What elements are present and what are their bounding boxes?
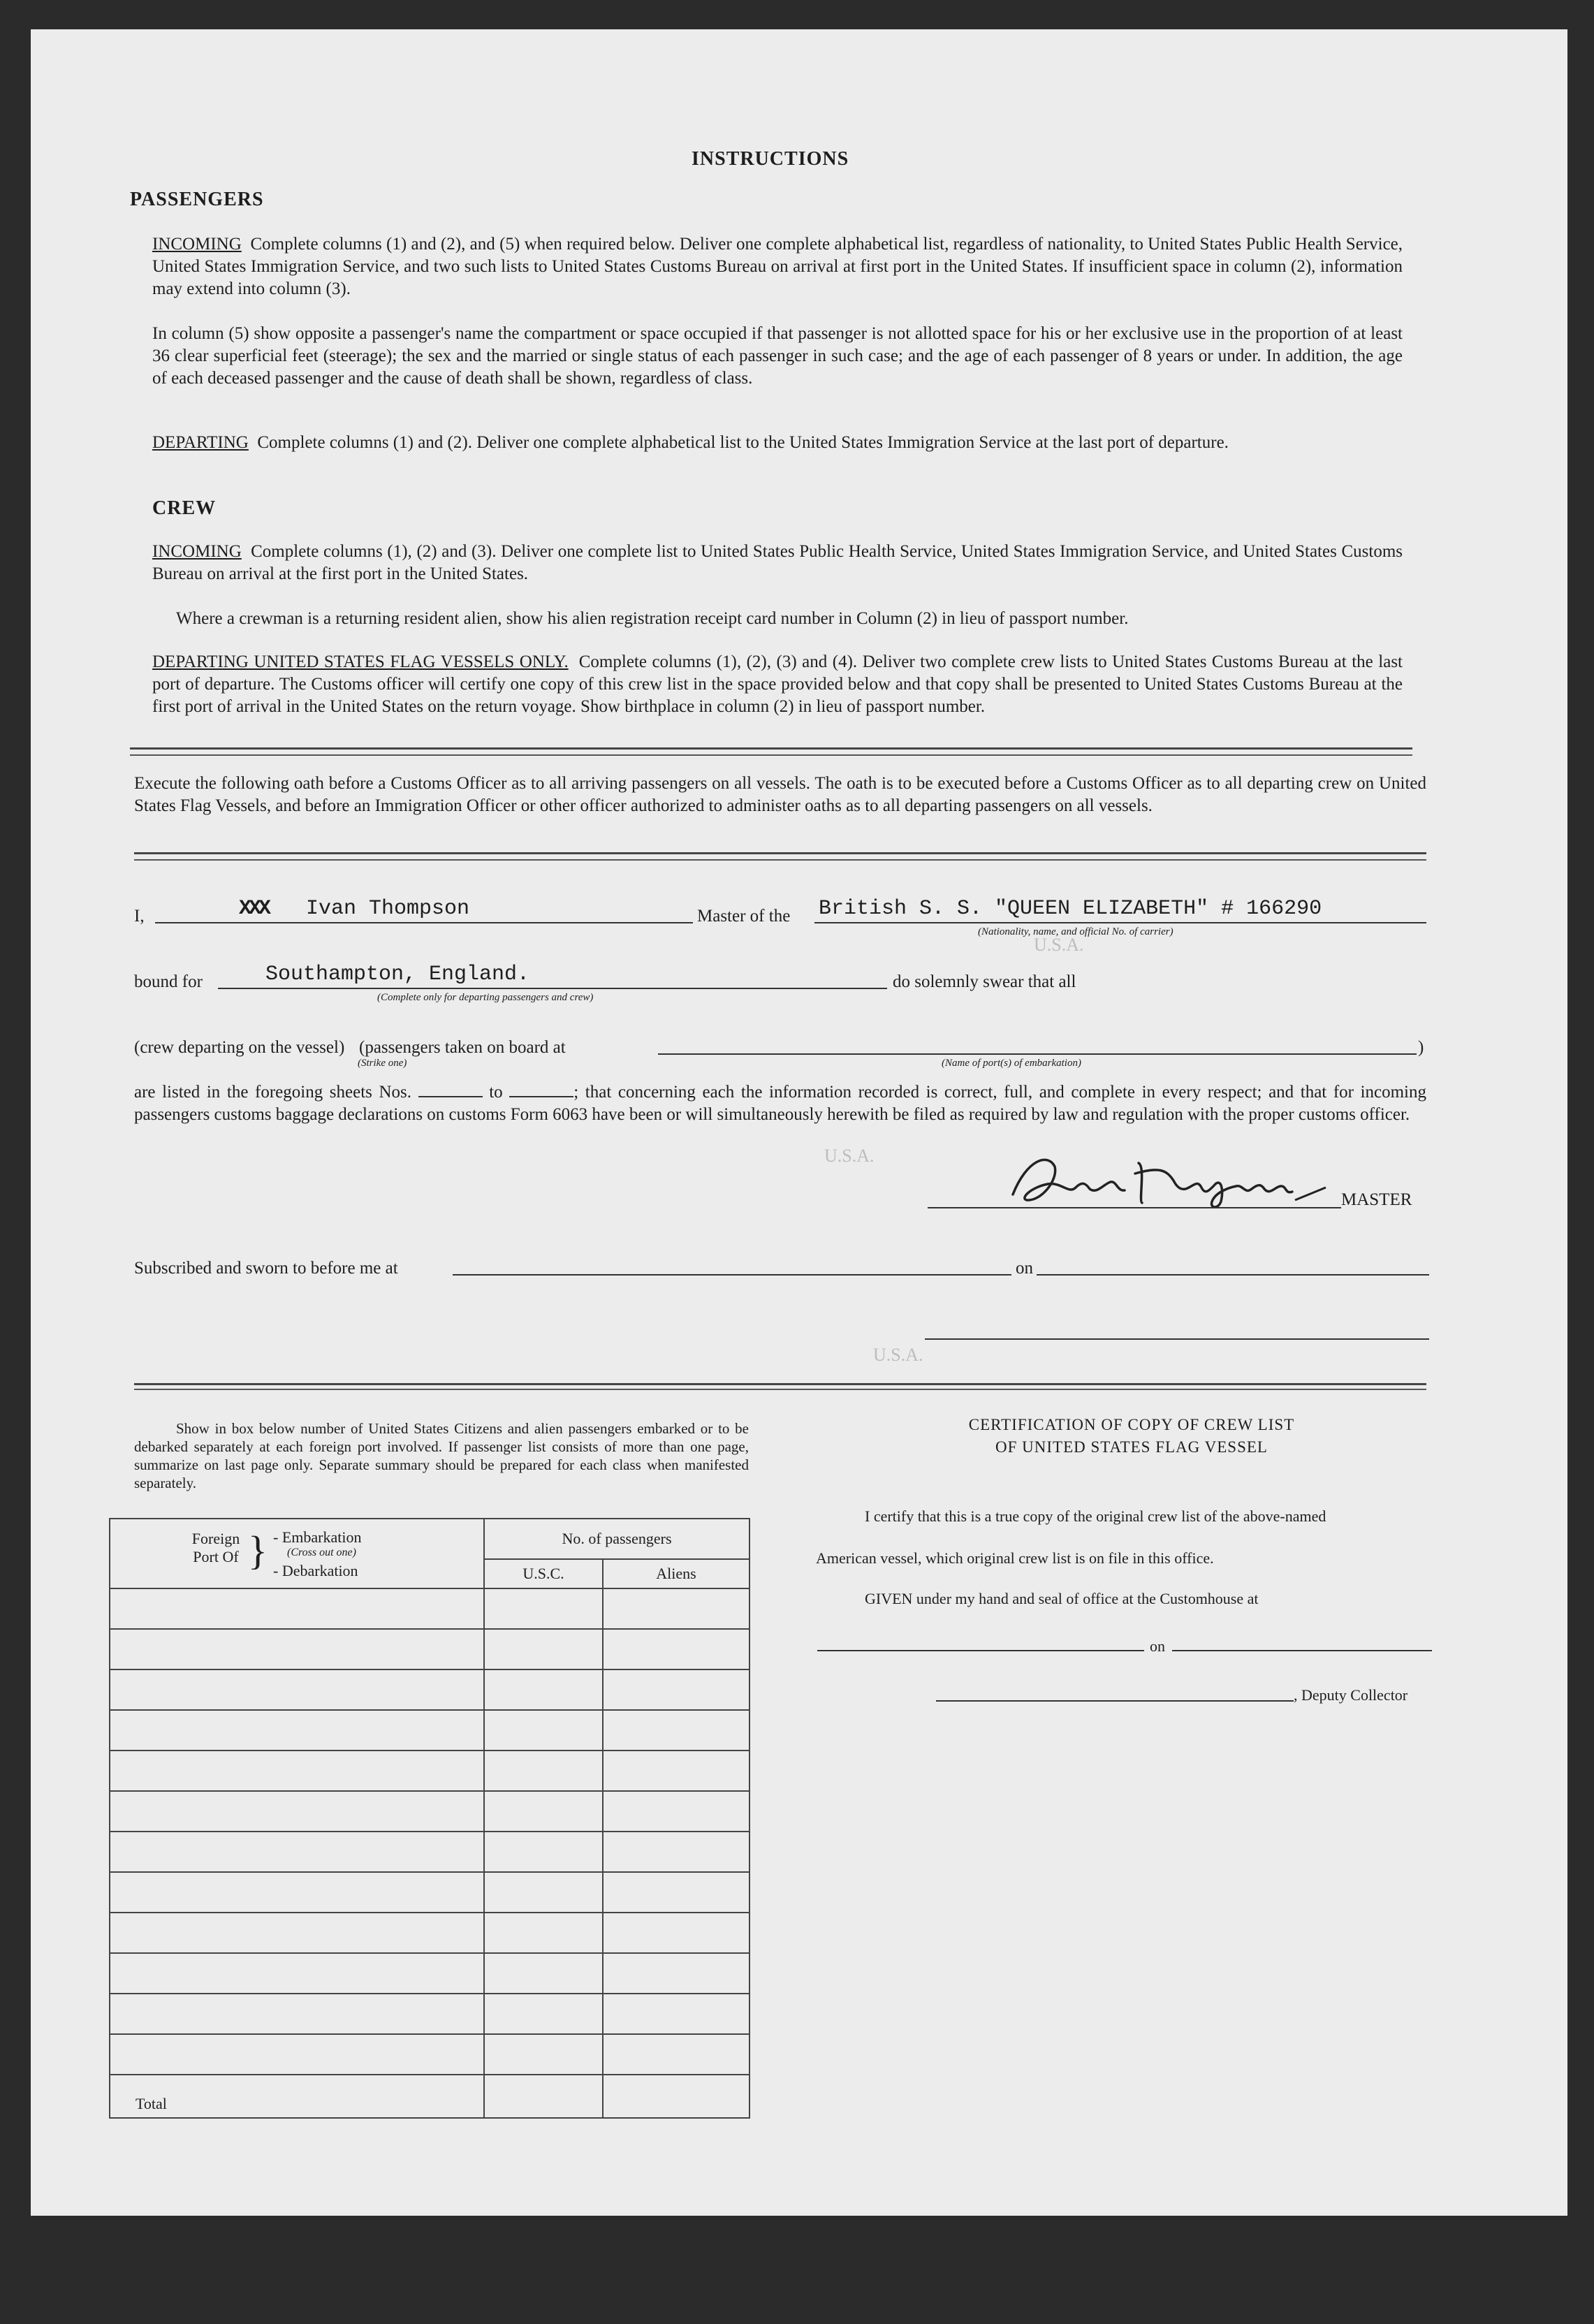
port-cell[interactable]: [110, 1791, 484, 1832]
port-cell[interactable]: [110, 1588, 484, 1629]
subscribed-place-line[interactable]: [453, 1274, 1011, 1276]
port-caption: (Name of port(s) of embarkation): [942, 1058, 1081, 1069]
departing-flag-paragraph: [152, 651, 1403, 718]
usc-cell[interactable]: [484, 1872, 603, 1913]
usc-cell[interactable]: [484, 1994, 603, 2034]
instructions-title: INSTRUCTIONS: [692, 148, 849, 170]
cross-out-one-label: (Cross out one): [287, 1547, 356, 1558]
summary-instructions: Show in box below number of United States Citizens and alien passengers embarked or to be debarked separately at each foreign port involved. If passenger list consists of more than one page, summarize on last page only. Separate summary should be prepared for each class when manifested separately.: [134, 1420, 749, 1491]
master-signature: [999, 1146, 1327, 1215]
usc-cell[interactable]: [484, 1913, 603, 1953]
subscribed-on-label: on: [1016, 1259, 1033, 1278]
departing-label: DEPARTING: [152, 433, 249, 452]
usc-cell[interactable]: [484, 1791, 603, 1832]
total-label: Total: [110, 2075, 484, 2118]
bleed-through-text: U.S.A.: [824, 1146, 875, 1166]
incoming-label: INCOMING: [152, 235, 242, 254]
aliens-cell[interactable]: [603, 1588, 750, 1629]
usc-cell[interactable]: [484, 1710, 603, 1751]
aliens-cell[interactable]: [603, 1710, 750, 1751]
usc-cell[interactable]: [484, 1953, 603, 1994]
passengers-departing-paragraph: [152, 432, 1403, 454]
aliens-header: Aliens: [603, 1559, 750, 1588]
column5-paragraph: In column (5) show opposite a passenger's name the compartment or space occupied if that passenger is not allotted space for his or her exclusive use in the proportion of at least 36 clear superficial feet (steerage); the sex and the married or single status of each passenger in such case; and the age of each passenger of 8 years or under. In addition, the age of each deceased passenger and the cause of death shall be shown, regardless of class.: [152, 324, 1403, 388]
port-cell[interactable]: [110, 1629, 484, 1669]
vessel-line: [814, 922, 1426, 923]
customhouse-line[interactable]: [817, 1650, 1144, 1651]
debarkation-label[interactable]: - Debarkation: [273, 1562, 358, 1579]
master-signature-line: [928, 1207, 1341, 1208]
bound-for-label: bound for: [134, 972, 203, 991]
aliens-cell[interactable]: [603, 1791, 750, 1832]
usc-cell[interactable]: [484, 2034, 603, 2075]
close-paren: ): [1418, 1038, 1424, 1057]
port-cell[interactable]: [110, 1710, 484, 1751]
aliens-cell[interactable]: [603, 1994, 750, 2034]
oath-intro: Execute the following oath before a Customs Officer as to all arriving passengers on all vessels. The oath is to be executed before a Customs Officer as to all departing crew on United States Flag Vessels, and before an Immigration Officer or other officer authorized to administer oaths as to all departing passengers on all vessels.: [134, 774, 1426, 815]
given-text: GIVEN under my hand and seal of office at the Customhouse at: [865, 1590, 1259, 1607]
port-cell[interactable]: [110, 1832, 484, 1872]
i-label: I,: [134, 907, 145, 926]
sheet-from-field[interactable]: [418, 1096, 483, 1097]
foreign-port-of-label: Foreign Port Of: [191, 1530, 240, 1565]
crew-incoming-paragraph: [152, 541, 1403, 585]
aliens-cell[interactable]: [603, 1832, 750, 1872]
crew-incoming-label: INCOMING: [152, 542, 242, 561]
aliens-cell[interactable]: [603, 2034, 750, 2075]
embarkation-port-line: [658, 1053, 1417, 1055]
bound-for-line: [218, 988, 887, 989]
divider: [130, 754, 1412, 756]
usc-cell[interactable]: [484, 1751, 603, 1791]
departing-flag-label: DEPARTING UNITED STATES FLAG VESSELS ONLY.: [152, 652, 569, 671]
listed-text-2: ; that concerning each the information recorded is correct, full, and complete in every respect; and that for incoming passengers customs baggage declarations on customs Form 6063 have been or will simultaneously herewith be filed as required by law and regulation with the proper customs officer.: [134, 1083, 1427, 1124]
crewman-paragraph: Where a crewman is a returning resident alien, show his alien registration receipt card number in Column (2) in lieu of passport number.: [176, 609, 1129, 628]
port-cell[interactable]: [110, 1913, 484, 1953]
aliens-cell[interactable]: [603, 1629, 750, 1669]
swear-label: do solemnly swear that all: [893, 972, 1076, 991]
deputy-collector-label: , Deputy Collector: [1294, 1686, 1408, 1704]
incoming-text: Complete columns (1) and (2), and (5) when required below. Deliver one complete alphabetical list, regardless of nationality, to United States Public Health Service, United States Immigration Service, and two such lists to United States Customs Bureau on arrival at first port in the United States. If insufficient space in column (2), information may extend into column (3).: [152, 235, 1403, 298]
american-vessel-text: American vessel, which original crew list is on file in this office.: [816, 1549, 1214, 1567]
sheet-to-field[interactable]: [509, 1096, 573, 1097]
master-label: MASTER: [1341, 1190, 1412, 1209]
bleed-through-text: U.S.A.: [873, 1345, 923, 1365]
to-label: to: [489, 1083, 503, 1102]
port-cell[interactable]: [110, 1872, 484, 1913]
deputy-collector-line[interactable]: [936, 1700, 1294, 1702]
departing-text: Complete columns (1) and (2). Deliver one complete alphabetical list to the United States Immigration Service at the last port of departure.: [257, 433, 1229, 452]
port-cell[interactable]: [110, 1953, 484, 1994]
crew-heading: CREW: [152, 497, 217, 519]
struck-prefix: XXX: [239, 897, 269, 921]
bound-for-field[interactable]: Southampton, England.: [265, 963, 530, 986]
port-cell[interactable]: [110, 1751, 484, 1791]
usc-cell[interactable]: [484, 1669, 603, 1710]
passengers-heading: PASSENGERS: [130, 189, 264, 210]
subscribed-date-line[interactable]: [1037, 1274, 1429, 1276]
passenger-summary-table: [109, 1518, 750, 2119]
listed-text: are listed in the foregoing sheets Nos.: [134, 1083, 412, 1102]
certification-on-label: on: [1150, 1637, 1165, 1655]
divider: [134, 1383, 1426, 1385]
aliens-cell[interactable]: [603, 1872, 750, 1913]
usc-cell[interactable]: [484, 1629, 603, 1669]
certification-title: [838, 1414, 1425, 1459]
vessel-caption: (Nationality, name, and official No. of carrier): [978, 926, 1173, 937]
departing-flag-text: Complete columns (1), (2), (3) and (4). Deliver two complete crew lists to United States Customs Bureau at the last port of departure. The Customs officer will certify one copy of this crew list in the space provided below and that copy shall be presented to United States Customs Bureau at the first port of arrival in the United States on the return voyage. Show birthplace in column (2) in lieu of passport number.: [152, 652, 1403, 716]
port-cell[interactable]: [110, 2034, 484, 2075]
embarkation-label[interactable]: - Embarkation: [273, 1528, 362, 1546]
port-cell[interactable]: [110, 1994, 484, 2034]
usc-cell[interactable]: [484, 1832, 603, 1872]
no-passengers-header: No. of passengers: [484, 1519, 750, 1559]
officer-signature-line[interactable]: [925, 1338, 1429, 1340]
crew-departing-option[interactable]: (crew departing on the vessel): [134, 1038, 345, 1057]
divider: [134, 852, 1426, 854]
aliens-cell[interactable]: [603, 1669, 750, 1710]
divider: [134, 859, 1426, 861]
divider: [134, 1389, 1426, 1390]
usc-header: U.S.C.: [484, 1559, 603, 1588]
usc-cell[interactable]: [484, 1588, 603, 1629]
aliens-cell[interactable]: [603, 1953, 750, 1994]
strike-one-caption: (Strike one): [358, 1058, 407, 1069]
port-header-cell: [110, 1519, 484, 1588]
passengers-incoming-paragraph: [152, 233, 1403, 300]
divider: [130, 747, 1412, 750]
brace: }: [248, 1528, 268, 1573]
master-name-line: [155, 922, 693, 923]
bleed-through-text: U.S.A.: [1034, 935, 1084, 955]
master-of-label: Master of the: [697, 907, 791, 926]
vessel-field[interactable]: British S. S. "QUEEN ELIZABETH" # 166290: [819, 897, 1322, 921]
port-cell[interactable]: [110, 1669, 484, 1710]
passengers-taken-option[interactable]: (passengers taken on board at: [359, 1038, 566, 1057]
certification-date-line[interactable]: [1172, 1650, 1432, 1651]
subscribed-label: Subscribed and sworn to before me at: [134, 1259, 398, 1278]
sheets-paragraph: [134, 1081, 1426, 1126]
certify-text: I certify that this is a true copy of the original crew list of the above-named: [865, 1507, 1326, 1525]
aliens-cell[interactable]: [603, 1913, 750, 1953]
aliens-cell[interactable]: [603, 1751, 750, 1791]
master-name-field[interactable]: Ivan Thompson: [306, 897, 470, 921]
certification-title-line2: OF UNITED STATES FLAG VESSEL: [995, 1438, 1268, 1456]
aliens-total-cell[interactable]: [603, 2075, 750, 2118]
crew-incoming-text: Complete columns (1), (2) and (3). Deliver one complete list to United States Public Health Service, United States Immigration Service, and United States Customs Bureau on arrival at the first port in the United States.: [152, 542, 1403, 583]
certification-title-line1: CERTIFICATION OF COPY OF CREW LIST: [968, 1416, 1295, 1433]
bound-caption: (Complete only for departing passengers and crew): [377, 992, 594, 1003]
usc-total-cell[interactable]: [484, 2075, 603, 2118]
